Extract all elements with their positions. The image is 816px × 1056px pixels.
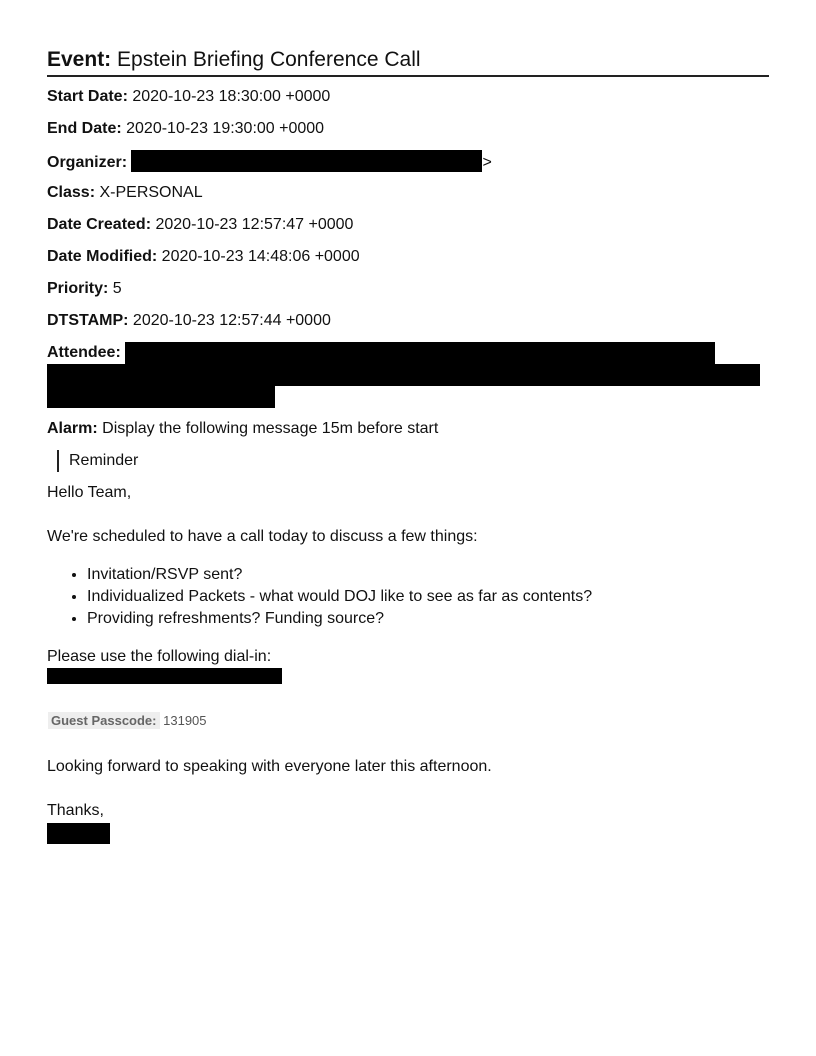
- start-date-value: 2020-10-23 18:30:00 +0000: [132, 88, 331, 105]
- start-date-label: Start Date:: [47, 88, 128, 105]
- date-created-row: [47, 214, 769, 236]
- priority-label: Priority:: [47, 280, 109, 297]
- alarm-row: [47, 418, 769, 440]
- alarm-label: Alarm:: [47, 420, 98, 437]
- greeting-text: Hello Team,: [47, 484, 132, 501]
- dtstamp-value: 2020-10-23 12:57:44 +0000: [132, 312, 331, 329]
- priority-value: 5: [112, 280, 122, 297]
- organizer-suffix: >: [482, 154, 492, 171]
- guest-passcode: [47, 710, 769, 732]
- end-date-label: End Date:: [47, 120, 122, 137]
- date-modified-label: Date Modified:: [47, 248, 158, 265]
- organizer-redaction: [131, 150, 482, 172]
- attendee-label: Attendee:: [47, 344, 121, 361]
- attendee-redaction-line-3: [47, 386, 275, 408]
- intro-text: We're scheduled to have a call today to discuss a few things:: [47, 528, 478, 545]
- calendar-event-document: [47, 46, 769, 844]
- class-value: X-PERSONAL: [99, 184, 203, 201]
- closing-text: Looking forward to speaking with everyone later this afternoon.: [47, 758, 492, 775]
- dial-in-text: Please use the following dial-in:: [47, 648, 272, 665]
- list-item: • Providing refreshments? Funding source?: [87, 608, 769, 630]
- organizer-row: [47, 150, 769, 172]
- alarm-value: Display the following message 15m before start: [102, 420, 439, 437]
- dial-in-redaction: [47, 668, 282, 684]
- event-title-header: [47, 46, 769, 77]
- class-row: [47, 182, 769, 204]
- agenda-list: [47, 564, 769, 630]
- event-title: Epstein Briefing Conference Call: [117, 48, 421, 71]
- list-item: • Individualized Packets - what would DOJ like to see as far as contents?: [87, 586, 769, 608]
- thanks-text: Thanks,: [47, 802, 104, 819]
- reminder-quote: Reminder: [57, 450, 769, 472]
- end-date-row: [47, 118, 769, 140]
- date-created-value: 2020-10-23 12:57:47 +0000: [155, 216, 354, 233]
- passcode-value: 131905: [163, 713, 207, 728]
- end-date-value: 2020-10-23 19:30:00 +0000: [126, 120, 325, 137]
- event-label: Event:: [47, 48, 112, 71]
- signature-redaction: [47, 823, 110, 844]
- class-label: Class:: [47, 184, 96, 201]
- message-body: [47, 482, 769, 844]
- dtstamp-row: [47, 310, 769, 332]
- date-created-label: Date Created:: [47, 216, 152, 233]
- attendee-row: [47, 342, 769, 408]
- start-date-row: [47, 86, 769, 108]
- date-modified-row: [47, 246, 769, 268]
- passcode-label: Guest Passcode:: [48, 712, 160, 729]
- dtstamp-label: DTSTAMP:: [47, 312, 129, 329]
- priority-row: [47, 278, 769, 300]
- list-item: • Invitation/RSVP sent?: [87, 564, 769, 586]
- attendee-redaction-line-2: [47, 364, 760, 386]
- organizer-label: Organizer:: [47, 154, 128, 171]
- attendee-redaction-line-1: [125, 342, 715, 364]
- date-modified-value: 2020-10-23 14:48:06 +0000: [161, 248, 360, 265]
